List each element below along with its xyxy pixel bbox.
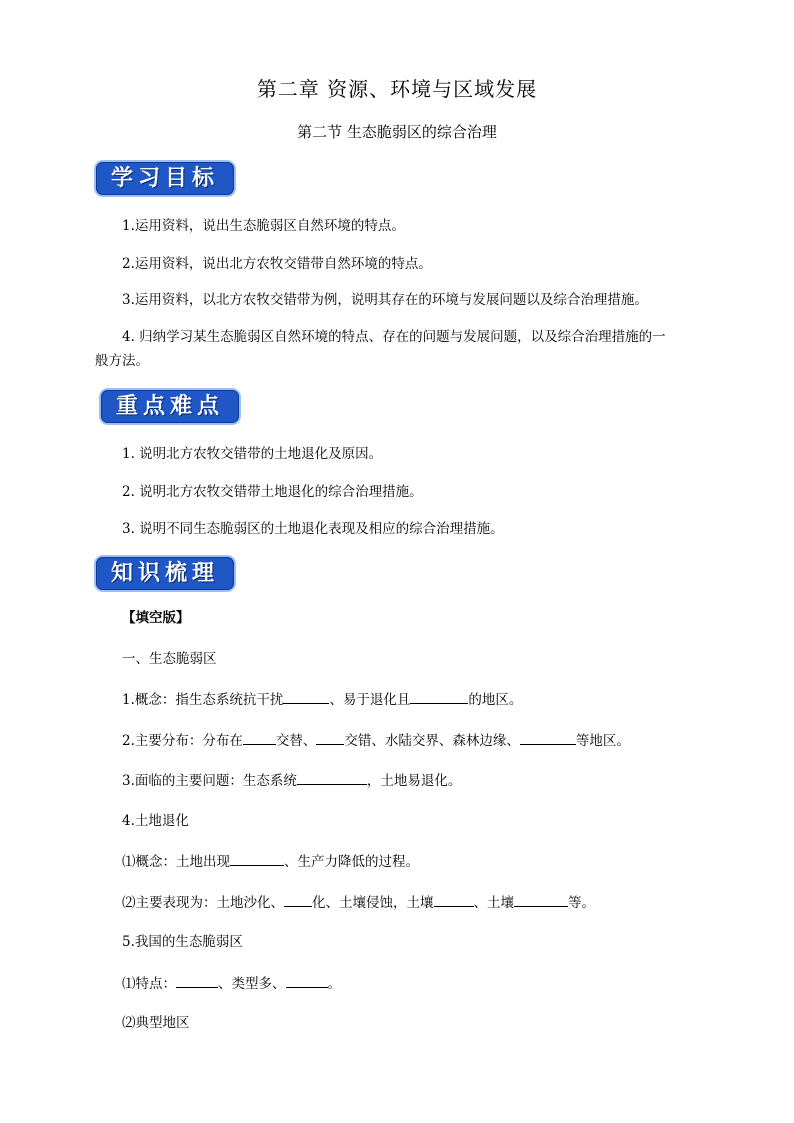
- fill-blank[interactable]: [243, 730, 276, 745]
- distribution-line: [122, 730, 630, 751]
- problems-text-b: ，土地易退化。: [366, 773, 462, 789]
- problems-text-a: 3.面临的主要问题：生态系统: [122, 773, 297, 789]
- concept-text-a: 1.概念：指生态系统抗干扰: [122, 692, 284, 708]
- concept-text-b: 、易于退化且: [329, 692, 411, 708]
- problems-line: [122, 770, 461, 791]
- banner-objectives: 学习目标: [96, 162, 234, 195]
- fill-blank[interactable]: [283, 689, 329, 704]
- distribution-text-c: 交错、水陆交界、森林边缘、: [344, 733, 520, 749]
- chapter-title: 第二章 资源、环境与区域发展: [256, 77, 538, 101]
- fill-blank[interactable]: [297, 770, 367, 785]
- keypoint-2: 2. 说明北方农牧交错带土地退化的综合治理措施。: [122, 484, 423, 500]
- fill-blank[interactable]: [316, 730, 344, 745]
- concept-line: [122, 689, 522, 710]
- fill-blank[interactable]: [434, 892, 474, 907]
- fill-blank[interactable]: [284, 892, 312, 907]
- features-text-a: ⑴特点：: [122, 976, 176, 992]
- objective-2: 2.运用资料，说出北方农牧交错带自然环境的特点。: [122, 256, 432, 272]
- objective-1: 1.运用资料，说出生态脆弱区自然环境的特点。: [122, 218, 405, 234]
- ld-concept-line: [122, 851, 419, 872]
- ld-forms-text-c: 、土壤: [473, 895, 514, 911]
- fill-blank[interactable]: [286, 973, 328, 988]
- objective-3: 3.运用资料，以北方农牧交错带为例，说明其存在的环境与发展问题以及综合治理措施。: [122, 292, 648, 308]
- objective-4: 4. 归纳学习某生态脆弱区自然环境的特点、存在的问题与发展问题，以及综合治理措施的一般方法。: [95, 329, 666, 369]
- distribution-text-d: 等地区。: [575, 733, 630, 749]
- concept-text-c: 的地区。: [468, 692, 523, 708]
- features-line: [122, 973, 341, 994]
- ld-forms-text-a: ⑵主要表现为：土地沙化、: [122, 895, 284, 911]
- banner-knowledge: 知识梳理: [96, 557, 234, 590]
- keypoint-3: 3. 说明不同生态脆弱区的土地退化表现及相应的综合治理措施。: [122, 521, 504, 537]
- section-title: 第二节 生态脆弱区的综合治理: [297, 123, 497, 141]
- ld-concept-text-b: 、生产力降低的过程。: [284, 854, 419, 870]
- keypoint-1: 1. 说明北方农牧交错带的土地退化及原因。: [122, 446, 383, 462]
- banner-keypoints: 重点难点: [101, 390, 239, 423]
- fill-blank[interactable]: [520, 730, 576, 745]
- features-text-b: 、类型多、: [218, 976, 286, 992]
- heading-ecological-fragile: 一、生态脆弱区: [122, 651, 217, 667]
- ld-forms-line: [122, 892, 595, 913]
- distribution-text-a: 2.主要分布：分布在: [122, 733, 243, 749]
- features-text-c: 。: [327, 976, 341, 992]
- land-degradation-heading: 4.土地退化: [122, 813, 189, 829]
- fill-blank[interactable]: [230, 851, 284, 866]
- typical-areas: ⑵典型地区: [122, 1015, 190, 1031]
- ld-forms-text-b: 化、土壤侵蚀，土壤: [312, 895, 434, 911]
- version-label: 【填空版】: [122, 610, 190, 626]
- china-heading: 5.我国的生态脆弱区: [122, 934, 243, 950]
- fill-blank[interactable]: [514, 892, 568, 907]
- fill-blank[interactable]: [176, 973, 218, 988]
- ld-forms-text-d: 等。: [568, 895, 595, 911]
- distribution-text-b: 交替、: [275, 733, 317, 749]
- ld-concept-text-a: ⑴概念：土地出现: [122, 854, 230, 870]
- fill-blank[interactable]: [410, 689, 468, 704]
